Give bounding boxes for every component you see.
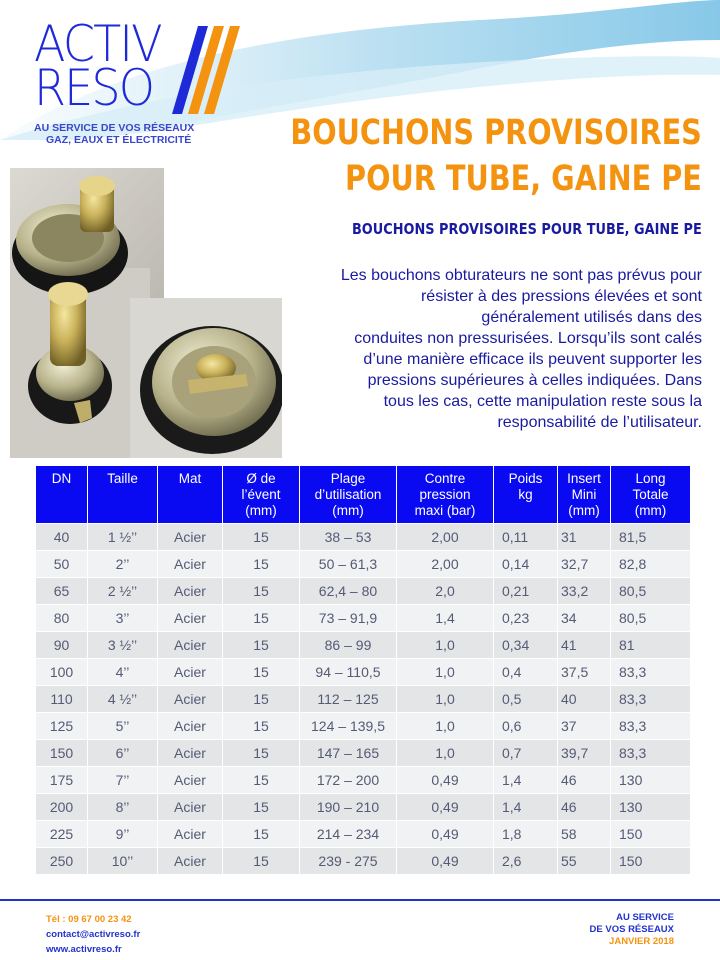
table-cell: 110 (36, 686, 88, 713)
table-header-row (36, 466, 691, 524)
table-cell: Acier (158, 713, 223, 740)
table-cell: 175 (36, 767, 88, 794)
table-row (36, 713, 691, 740)
table-row (36, 848, 691, 875)
table-cell: 90 (36, 632, 88, 659)
table-cell: 0,4 (494, 659, 558, 686)
header-text-line: Totale (632, 487, 669, 502)
table-cell: Acier (158, 767, 223, 794)
footer-email[interactable]: contact@activreso.fr (46, 929, 141, 940)
specifications-table (35, 465, 691, 875)
description-line: Les bouchons obturateurs ne sont pas prévus pour (340, 267, 702, 284)
table-header-cell (397, 466, 494, 524)
table-cell: 15 (223, 524, 300, 551)
table-cell: 147 – 165 (300, 740, 397, 767)
footer-date: JANVIER 2018 (609, 936, 674, 947)
table-cell: 2 ½’’ (88, 578, 158, 605)
table-cell: 41 (558, 632, 611, 659)
logo-slashes-icon (162, 26, 252, 116)
table-row (36, 794, 691, 821)
table-row (36, 551, 691, 578)
table-cell: 80,5 (611, 578, 691, 605)
table-cell: 0,49 (397, 821, 494, 848)
footer-divider (0, 899, 720, 901)
table-row (36, 740, 691, 767)
page-title (290, 110, 702, 202)
header-text-line: Mini (571, 487, 597, 502)
header-text-line: Insert (567, 471, 601, 486)
description-line: généralement utilisés dans des (481, 309, 702, 326)
description-line: d’une manière efficace ils peuvent supporter les (363, 351, 702, 368)
table-cell: 9’’ (88, 821, 158, 848)
table-cell: 150 (611, 821, 691, 848)
description-line: conduites non pressurisées. Lorsqu’ils sont calés (354, 330, 702, 347)
table-cell: 15 (223, 821, 300, 848)
table-row (36, 524, 691, 551)
table-cell: 7’’ (88, 767, 158, 794)
table-cell: 0,14 (494, 551, 558, 578)
table-cell: 15 (223, 659, 300, 686)
table-cell: 2,0 (397, 578, 494, 605)
footer-slogan-line-2: DE VOS RÉSEAUX (589, 924, 674, 935)
table-cell: 124 – 139,5 (300, 713, 397, 740)
table-cell: Acier (158, 659, 223, 686)
table-cell: 150 (611, 848, 691, 875)
table-header-cell (223, 466, 300, 524)
table-cell: 130 (611, 794, 691, 821)
table-cell: 82,8 (611, 551, 691, 578)
title-line-1: BOUCHONS PROVISOIRES (290, 113, 702, 153)
table-cell: 15 (223, 848, 300, 875)
table-cell: 15 (223, 605, 300, 632)
page-subtitle: BOUCHONS PROVISOIRES POUR TUBE, GAINE PE (352, 220, 702, 238)
header-text-line: Poids (508, 471, 543, 486)
table-row (36, 659, 691, 686)
table-header-cell (558, 466, 611, 524)
table-cell: 2,6 (494, 848, 558, 875)
table-cell: 112 – 125 (300, 686, 397, 713)
description-line: responsabilité de l’utilisateur. (497, 414, 702, 431)
table-cell: 1,8 (494, 821, 558, 848)
table-cell: 15 (223, 794, 300, 821)
table-cell: 81,5 (611, 524, 691, 551)
table-cell: 4’’ (88, 659, 158, 686)
table-cell: 81 (611, 632, 691, 659)
table-cell: Acier (158, 551, 223, 578)
table-cell: 15 (223, 740, 300, 767)
table-cell: 2,00 (397, 524, 494, 551)
table-header-cell (88, 466, 158, 524)
table-cell: 239 - 275 (300, 848, 397, 875)
table-header-cell (36, 466, 88, 524)
table-cell: 40 (36, 524, 88, 551)
table-header-cell (611, 466, 691, 524)
table-cell: 2,00 (397, 551, 494, 578)
table-cell: 83,3 (611, 686, 691, 713)
table-cell: 34 (558, 605, 611, 632)
description-line: pressions supérieures à celles indiquées. Dans (367, 372, 702, 389)
table-cell: 8’’ (88, 794, 158, 821)
table-cell: 33,2 (558, 578, 611, 605)
table-cell: 80,5 (611, 605, 691, 632)
table-cell: 0,49 (397, 767, 494, 794)
footer-slogan (590, 912, 674, 948)
table-body (36, 524, 691, 875)
tagline-line-2: GAZ, EAUX ET ÉLECTRICITÉ (46, 134, 192, 146)
header-text-line: (mm) (332, 503, 364, 518)
table-cell: 0,34 (494, 632, 558, 659)
table-cell: 0,49 (397, 794, 494, 821)
table-cell: 39,7 (558, 740, 611, 767)
table-cell: 80 (36, 605, 88, 632)
table-cell: 62,4 – 80 (300, 578, 397, 605)
table-cell: 200 (36, 794, 88, 821)
logo-word-reso: RESO (34, 59, 154, 117)
header-text-line: d’utilisation (314, 487, 382, 502)
table-cell: 50 (36, 551, 88, 578)
table-cell: 1,4 (397, 605, 494, 632)
table-header-cell (494, 466, 558, 524)
header-text-line: DN (51, 471, 72, 486)
table-cell: Acier (158, 821, 223, 848)
table-cell: 15 (223, 632, 300, 659)
table-cell: 40 (558, 686, 611, 713)
table-cell: 65 (36, 578, 88, 605)
header-text-line: Mat (178, 471, 202, 486)
table-cell: 100 (36, 659, 88, 686)
table-cell: 83,3 (611, 659, 691, 686)
table-row (36, 578, 691, 605)
product-description (262, 265, 702, 433)
table-cell: 15 (223, 767, 300, 794)
table-cell: 0,21 (494, 578, 558, 605)
footer-slogan-line-1: AU SERVICE (616, 912, 674, 923)
brand-logo (34, 15, 195, 146)
tagline-line-1: AU SERVICE DE VOS RÉSEAUX (34, 122, 195, 134)
table-cell: 46 (558, 767, 611, 794)
table-cell: 15 (223, 578, 300, 605)
table-cell: 0,49 (397, 848, 494, 875)
table-cell: 83,3 (611, 713, 691, 740)
table-cell: Acier (158, 632, 223, 659)
description-line: résister à des pressions élevées et sont (420, 288, 702, 305)
table-cell: 2’’ (88, 551, 158, 578)
table-cell: 46 (558, 794, 611, 821)
description-line: tous les cas, cette manipulation reste sous la (383, 393, 702, 410)
table-cell: 15 (223, 551, 300, 578)
table-cell: Acier (158, 740, 223, 767)
header-text-line: (mm) (245, 503, 277, 518)
table-cell: 37,5 (558, 659, 611, 686)
table-row (36, 686, 691, 713)
table-cell: 38 – 53 (300, 524, 397, 551)
table-cell: Acier (158, 605, 223, 632)
table-cell: 6’’ (88, 740, 158, 767)
logo-word-activ: ACTIV (34, 15, 161, 73)
product-photo (10, 168, 282, 458)
header-text-line: Plage (330, 471, 366, 486)
table-cell: 214 – 234 (300, 821, 397, 848)
footer-website[interactable]: www.activreso.fr (46, 944, 122, 955)
header-text-line: pression (419, 487, 471, 502)
table-cell: 50 – 61,3 (300, 551, 397, 578)
table-cell: 1,0 (397, 686, 494, 713)
footer-contact (46, 912, 140, 957)
table-cell: 125 (36, 713, 88, 740)
table-cell: 1 ½’’ (88, 524, 158, 551)
table-header-cell (300, 466, 397, 524)
table-cell: 5’’ (88, 713, 158, 740)
header-text-line: Ø de (246, 471, 276, 486)
table-cell: 15 (223, 686, 300, 713)
header-text-line: l’évent (241, 487, 281, 502)
table-cell: 172 – 200 (300, 767, 397, 794)
header-text-line: kg (518, 487, 533, 502)
table-cell: 86 – 99 (300, 632, 397, 659)
table-row (36, 632, 691, 659)
table-cell: 1,4 (494, 767, 558, 794)
table-cell: 73 – 91,9 (300, 605, 397, 632)
table-cell: Acier (158, 524, 223, 551)
table-cell: 150 (36, 740, 88, 767)
table-cell: 32,7 (558, 551, 611, 578)
table-cell: 1,0 (397, 713, 494, 740)
table-cell: 190 – 210 (300, 794, 397, 821)
table-cell: 1,0 (397, 740, 494, 767)
header-text-line: Long (635, 471, 666, 486)
header-text-line: Contre (424, 471, 466, 486)
table-cell: 250 (36, 848, 88, 875)
table-cell: Acier (158, 794, 223, 821)
table-cell: 3 ½’’ (88, 632, 158, 659)
table-cell: 0,23 (494, 605, 558, 632)
table-cell: 94 – 110,5 (300, 659, 397, 686)
table-cell: 83,3 (611, 740, 691, 767)
header-text-line: (mm) (568, 503, 600, 518)
table-cell: 0,11 (494, 524, 558, 551)
table-row (36, 767, 691, 794)
table-cell: 0,5 (494, 686, 558, 713)
table-cell: 37 (558, 713, 611, 740)
table-cell: Acier (158, 686, 223, 713)
title-line-2: POUR TUBE, GAINE PE (345, 159, 702, 199)
table-cell: 1,0 (397, 632, 494, 659)
table-row (36, 821, 691, 848)
table-cell: 58 (558, 821, 611, 848)
table-cell: Acier (158, 578, 223, 605)
table-cell: 55 (558, 848, 611, 875)
table-cell: 0,7 (494, 740, 558, 767)
table-cell: 0,6 (494, 713, 558, 740)
table-cell: 31 (558, 524, 611, 551)
header-text-line: maxi (bar) (414, 503, 476, 518)
header-text-line: (mm) (634, 503, 667, 518)
table-cell: 15 (223, 713, 300, 740)
table-cell: 10’’ (88, 848, 158, 875)
table-row (36, 605, 691, 632)
brand-tagline (34, 122, 194, 146)
table-cell: 225 (36, 821, 88, 848)
table-cell: 3’’ (88, 605, 158, 632)
table-cell: Acier (158, 848, 223, 875)
table-cell: 130 (611, 767, 691, 794)
footer-phone: Tél : 09 67 00 23 42 (46, 914, 132, 925)
table-cell: 4 ½’’ (88, 686, 158, 713)
header-text-line: Taille (107, 471, 138, 486)
table-cell: 1,0 (397, 659, 494, 686)
table-cell: 1,4 (494, 794, 558, 821)
table-header-cell (158, 466, 223, 524)
